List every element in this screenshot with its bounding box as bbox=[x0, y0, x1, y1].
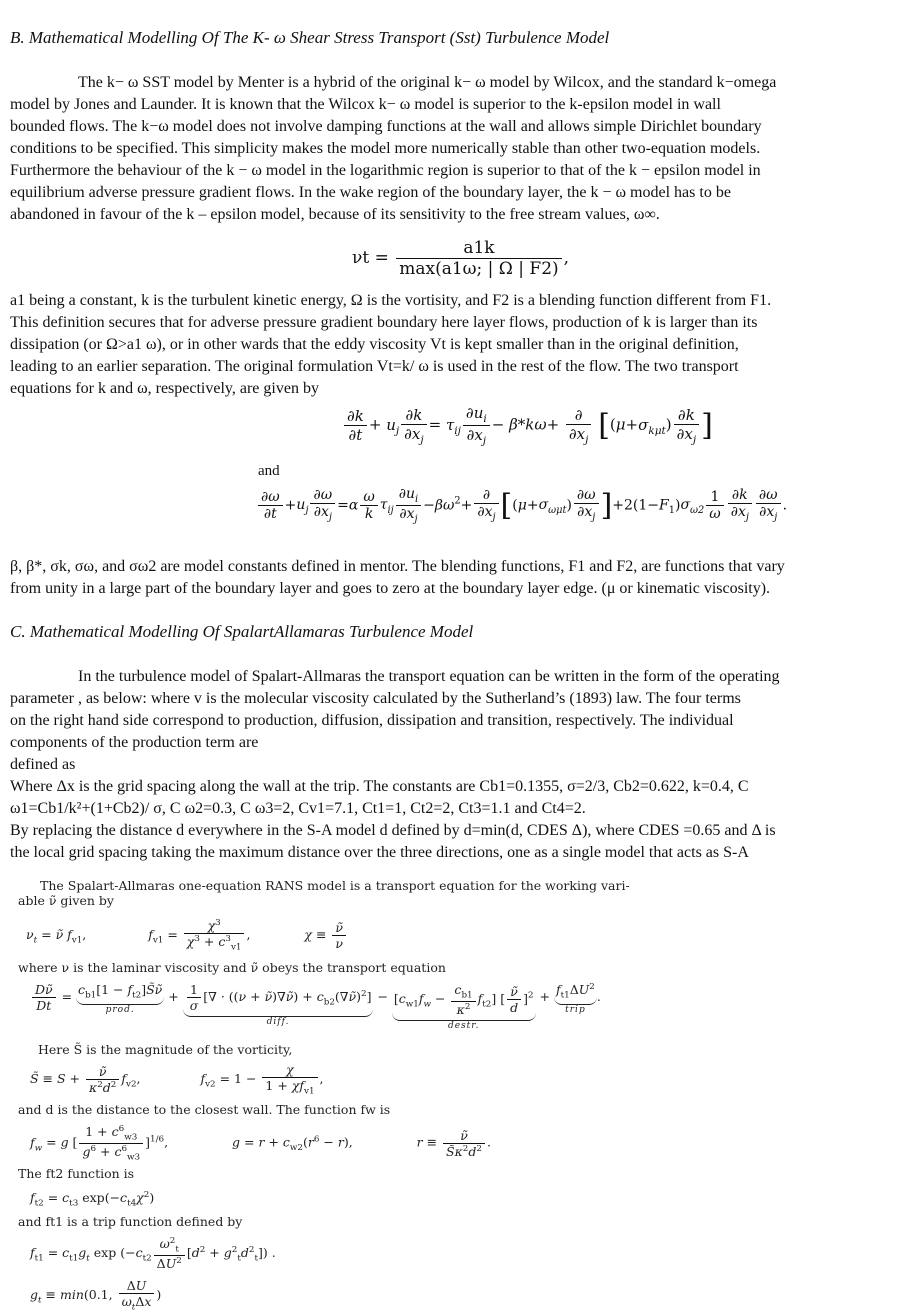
text-line: on the right hand side correspond to production, diffusion, dissipation and transition, respectively. The individual bbox=[10, 712, 734, 729]
text-line: conditions to be specified. This simplicity makes the model more numerically stable than other two-equation models. bbox=[10, 140, 761, 157]
destruction-label: destr. bbox=[447, 1020, 480, 1031]
text-line: β, β*, σk, σω, and σω2 are model constants defined in mentor. The blending functions, F1 and F2, are functions that vary bbox=[10, 558, 785, 575]
text-line: Where Δx is the grid spacing along the wall at the trip. The constants are Cb1=0.1355, σ=2/3, Cb2=0.622, k=0.4, C bbox=[10, 778, 749, 795]
section-b-heading: B. Mathematical Modelling Of The K- ω Shear Stress Transport (Sst) Turbulence Model bbox=[10, 28, 610, 47]
text-line: In the turbulence model of Spalart-Allmaras the transport equation can be written in the form of the operating bbox=[78, 668, 780, 685]
gt-equation: $g_t \equiv \min(0.1$, $\frac{\Delta U}{\omega_t\Delta x}$ ) bbox=[30, 1278, 162, 1313]
text-line: Furthermore the behaviour of the k − ω model in the logarithmic region is superior to that of the k − epsilon model in bbox=[10, 162, 761, 179]
trip-term: $f_{t1}\Delta U^2$ trip bbox=[555, 982, 595, 1015]
text-line: equations for k and ω, respectively, are given by bbox=[10, 380, 319, 397]
section-c-paragraph bbox=[10, 666, 919, 864]
section-b-paragraph-2 bbox=[10, 290, 919, 400]
and-connector: and bbox=[258, 463, 280, 479]
omega-transport-equation: $\frac{\partial\omega}{\partial t}$ $+u_j$ $\frac{\partial\omega}{\partial x_j}$ =α $\frac{\omega}{k}$ $\tau_{ij}$ $\frac{\partial u_i}{\partial x_j}$ $-\beta\omega^2+$ $\frac{\partial}{\partial x_j}$ [$(\mu+\sigma_{\omega\mu t})$ $\frac{\partial\omega}{\partial x_j}$ ]$+2(1-F_1)\sigma_{\omega 2}$ $\frac{1}{\omega}$ $\frac{\partial k}{\partial x_j}$ $\frac{\partial\omega}{\partial x_j}$ . bbox=[256, 486, 787, 525]
text-line: abandoned in favour of the k – epsilon model, because of its sensitivity to the free stream values, ω∞. bbox=[10, 206, 660, 223]
ft2-equation: $f_{t2} = c_{t3}$ $\exp(-c_{t4}\chi^2)$ bbox=[30, 1190, 155, 1209]
text-line: leading to an earlier separation. The original formulation Vt=k/ ω is used in the rest of the flow. The two transport bbox=[10, 358, 739, 375]
text-line: The k− ω SST model by Menter is a hybrid of the original k− ω model by Wilcox, and the standard k−omega bbox=[78, 74, 777, 91]
inset-where-line: where ν is the laminar viscosity and ν̃ obeys the transport equation bbox=[18, 960, 446, 975]
text-line: defined as bbox=[10, 756, 76, 773]
inset-ft1-line: and ft1 is a trip function defined by bbox=[18, 1214, 243, 1229]
sa-transport-equation: $\frac{D\nũ}{Dt}$ = $c_{b1}[1$ − $f_{t2}]S̃\nũ$ prod. + $\frac{1}{\sigma}$ [∇ · ((ν + ν̃)∇ν̃) + $c_{b2}(\nabla\nũ)^2$] diff. − [$c_{w1}f_w$ − $\frac{c_{b1}}{\kappa^2}$ $f_{t2}$] [ $\frac{\nũ}{d}$ ]$^2$ destr. + $f_{t1}\Delta U^2$ trip . bbox=[30, 982, 601, 1031]
fw-equation: $f_w = g$ [ $\frac{1 + c^6_{w3}}{g^6 + c^6_{w3}}$ ]$^{1/6}$, $g = r + c_{w2}(r^6 - r)$, r ≡ $\frac{\nũ}{S̃\kappa^2d^2}$ . bbox=[30, 1124, 491, 1163]
text-line: ω1=Cb1/k²+(1+Cb2)/ σ, C ω2=0.3, C ω3=2, Cv1=7.1, Ct1=1, Ct2=2, Ct3=1.1 and Ct4=2. bbox=[10, 800, 586, 817]
text-line: parameter , as below: where v is the molecular viscosity calculated by the Sutherland’s (1893) law. The four terms bbox=[10, 690, 741, 707]
inset-intro-line-2: able ν̃ given by bbox=[18, 893, 114, 908]
equation-fraction bbox=[396, 238, 561, 279]
inset-here-line: Here S̃ is the magnitude of the vorticity, bbox=[38, 1042, 293, 1057]
text-line: This definition secures that for adverse pressure gradient boundary here layer flows, production of k is larger than its bbox=[10, 314, 758, 331]
diffusion-label: diff. bbox=[266, 1017, 290, 1027]
text-line: equilibrium adverse pressure gradient flows. In the wake region of the boundary layer, the k − ω model has to be bbox=[10, 184, 731, 201]
production-label: prod. bbox=[105, 1004, 135, 1015]
text-line: bounded flows. The k−ω model does not involve damping functions at the wall and allows simple Dirichlet boundary bbox=[10, 118, 762, 135]
text-line: a1 being a constant, k is the turbulent kinetic energy, Ω is the vortisity, and F2 is a blending function different from F1. bbox=[10, 292, 772, 309]
text-line: the local grid spacing taking the maximum distance over the three directions, one as a single model that acts as S-A bbox=[10, 844, 749, 861]
text-line: model by Jones and Launder. It is known that the Wilcox k− ω model is superior to the k-epsilon model in wall bbox=[10, 96, 721, 113]
section-b-paragraph-3 bbox=[10, 556, 919, 600]
production-term: $c_{b1}[1$ − $f_{t2}]S̃\nũ$ prod. bbox=[78, 982, 163, 1015]
nut-fv1-equation: $\nu_t$ = ν̃ $f_{v1}$, $f_{v1}$ = $\frac{\chi^3}{\chi^3 + c^3_{v1}}$ , χ ≡ $\frac{\nũ}{\nu}$ bbox=[26, 918, 348, 953]
equation-denominator: max(a1ω; | Ω | F2) bbox=[399, 259, 559, 279]
section-c-heading: C. Mathematical Modelling Of SpalartAllamaras Turbulence Model bbox=[10, 622, 474, 641]
equation-lhs: νt = bbox=[352, 248, 389, 268]
trip-label: trip bbox=[565, 1004, 586, 1015]
inset-intro-line-1: The Spalart-Allmaras one-equation RANS model is a transport equation for the working vari- bbox=[40, 878, 630, 893]
inset-ft2-line: The ft2 function is bbox=[18, 1166, 135, 1181]
diffusion-term: $\frac{1}{\sigma}$ [∇ · ((ν + ν̃)∇ν̃) + $c_{b2}(\nabla\nũ)^2$] diff. bbox=[183, 982, 374, 1027]
section-b-paragraph-1 bbox=[10, 72, 919, 226]
text-line: components of the production term are bbox=[10, 734, 259, 751]
s-tilde-equation: S̃ ≡ S + $\frac{\nũ}{\kappa^2d^2}$ $f_{v2}$, $f_{v2} = 1$ − $\frac{\chi}{1 + \chi f_{v1}}$ , bbox=[30, 1062, 324, 1097]
text-line: By replacing the distance d everywhere in the S-A model d defined by d=min(d, CDES Δ), where CDES =0.65 and Δ is bbox=[10, 822, 776, 839]
ft1-equation: $f_{t1} = c_{t1}g_t$ $\exp (-c_{t2}$ $\frac{\omega^2_t}{\Delta U^2}$ $[d^2 + g^2_td^2_t]$) . bbox=[30, 1236, 276, 1271]
eddy-viscosity-equation: νt = $\frac{a1k}{\max(a1\omega; | \Omega | F2)}$ , bbox=[352, 238, 570, 279]
destruction-term: [$c_{w1}f_w$ − $\frac{c_{b1}}{\kappa^2}$ $f_{t2}$] [ $\frac{\nũ}{d}$ ]$^2$ destr. bbox=[393, 982, 534, 1031]
text-line: from unity in a large part of the boundary layer and goes to zero at the boundary layer edge. (μ or kinematic viscosity). bbox=[10, 580, 771, 597]
k-transport-equation: $\frac{\partial k}{\partial t}$ + $u_j$ $\frac{\partial k}{\partial x_j}$ = $\tau_{ij}$ $\frac{\partial u_i}{\partial x_j}$ − β*kω+ $\frac{\partial}{\partial x_j}$ [$(\mu+\sigma_{k\mu t})$ $\frac{\partial k}{\partial x_j}$ ] bbox=[342, 404, 713, 447]
text-line: dissipation (or Ω>a1 ω), or in other wards that the eddy viscosity Vt is kept smaller than in the original definition, bbox=[10, 336, 739, 353]
equation-numerator: a1k bbox=[396, 238, 561, 259]
inset-and-d-line: and d is the distance to the closest wall. The function fw is bbox=[18, 1102, 391, 1117]
